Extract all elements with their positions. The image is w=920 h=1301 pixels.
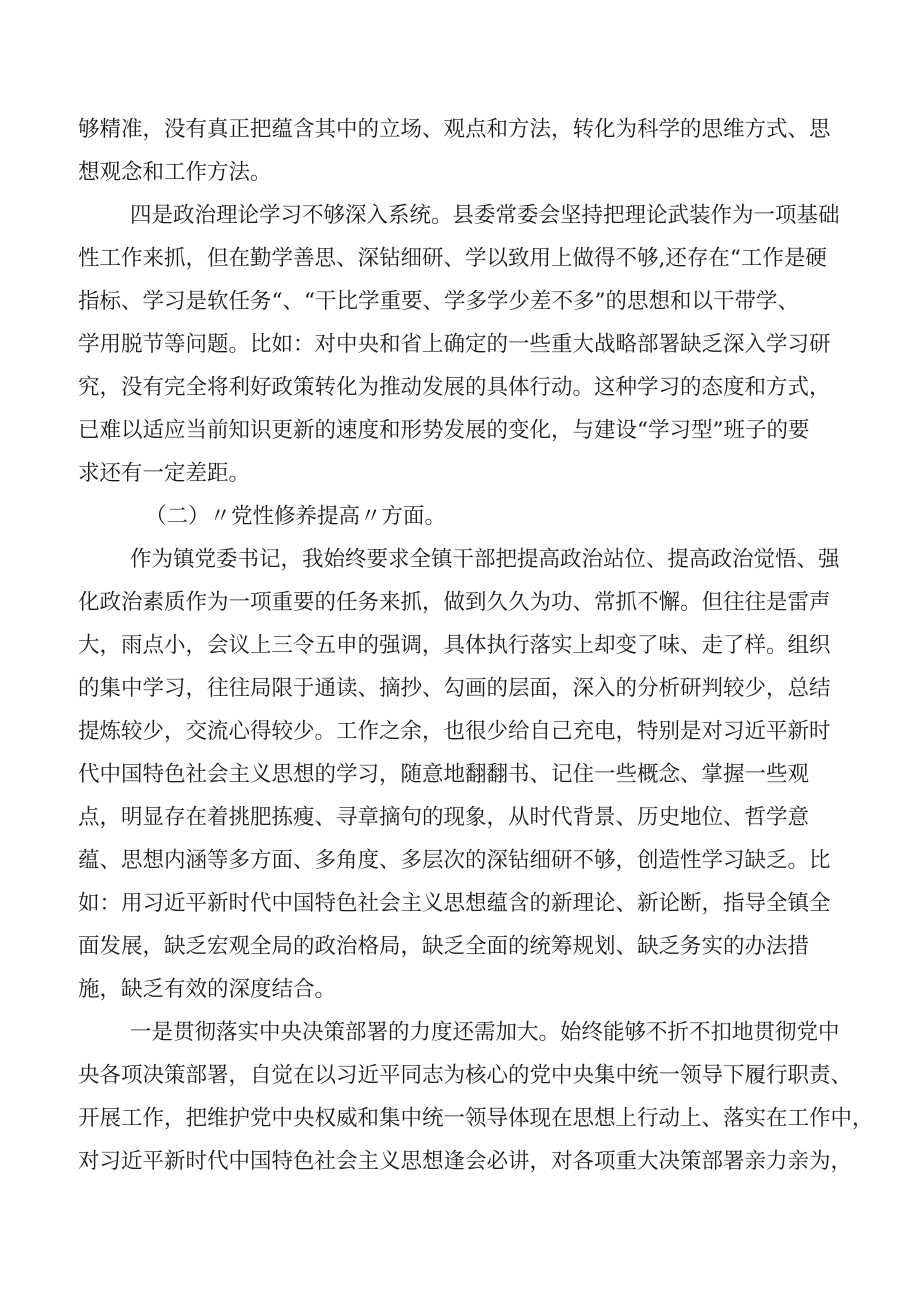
- text-line: 一是贯彻落实中央决策部署的力度还需加大。始终能够不折不扣地贯彻党中: [130, 1020, 840, 1045]
- text-line: 点，明显存在着挑肥拣瘦、寻章摘句的现象，从时代背景、历史地位、哲学意: [78, 805, 810, 830]
- text-line: 的集中学习，往往局限于通读、摘抄、勾画的层面，深入的分析研判较少，总结: [78, 676, 831, 701]
- text-line: 化政治素质作为一项重要的任务来抓，做到久久为功、常抓不懈。但往往是雷声: [78, 590, 831, 615]
- text-line: 学用脱节等问题。比如：对中央和省上确定的一些重大战略部署缺乏深入学习研: [78, 332, 831, 357]
- section-heading: （二）〃党性修养提高〃方面。: [145, 504, 447, 529]
- text-line: 已难以适应当前知识更新的速度和形势发展的变化，与建设“学习型”班子的要: [78, 418, 810, 443]
- text-line: 提炼较少，交流心得较少。工作之余，也很少给自己充电，特别是对习近平新时: [78, 719, 831, 744]
- text-line: 性工作来抓，但在勤学善思、深钻细研、学以致用上做得不够,还存在“工作是硬: [78, 246, 827, 271]
- text-line: 求还有一定差距。: [78, 461, 251, 486]
- text-line: 面发展，缺乏宏观全局的政治格局，缺乏全面的统筹规划、缺乏务实的办法措: [78, 934, 810, 959]
- text-line: 代中国特色社会主义思想的学习，随意地翻翻书、记住一些概念、掌握一些观: [78, 762, 810, 787]
- text-line: 够精准，没有真正把蕴含其中的立场、观点和方法，转化为科学的思维方式、思: [78, 117, 831, 142]
- text-line: 想观念和工作方法。: [78, 160, 272, 185]
- text-line: 大，雨点小，会议上三令五申的强调，具体执行落实上却变了味、走了样。组织: [78, 633, 831, 658]
- text-line: 蕴、思想内涵等多方面、多角度、多层次的深钻细研不够，创造性学习缺乏。比: [78, 848, 831, 873]
- text-line: 开展工作，把维护党中央权威和集中统一领导体现在思想上行动上、落实在工作中，: [78, 1106, 874, 1131]
- text-line: 央各项决策部署，自觉在以习近平同志为核心的党中央集中统一领导下履行职责、: [78, 1063, 853, 1088]
- text-line: 施，缺乏有效的深度结合。: [78, 977, 337, 1002]
- text-line: 如：用习近平新时代中国特色社会主义思想蕴含的新理论、新论断，指导全镇全: [78, 891, 831, 916]
- text-line: 究，没有完全将利好政策转化为推动发展的具体行动。这种学习的态度和方式，: [78, 375, 831, 400]
- text-line: 指标、学习是软任务“、“干比学重要、学多学少差不多”的思想和以干带学、: [78, 289, 799, 314]
- text-line: 作为镇党委书记，我始终要求全镇干部把提高政治站位、提高政治觉悟、强: [130, 547, 840, 572]
- text-line: 对习近平新时代中国特色社会主义思想逢会必讲，对各项重大决策部署亲力亲为，: [78, 1149, 853, 1174]
- text-line: 四是政治理论学习不够深入系统。县委常委会坚持把理论武装作为一项基础: [130, 203, 840, 228]
